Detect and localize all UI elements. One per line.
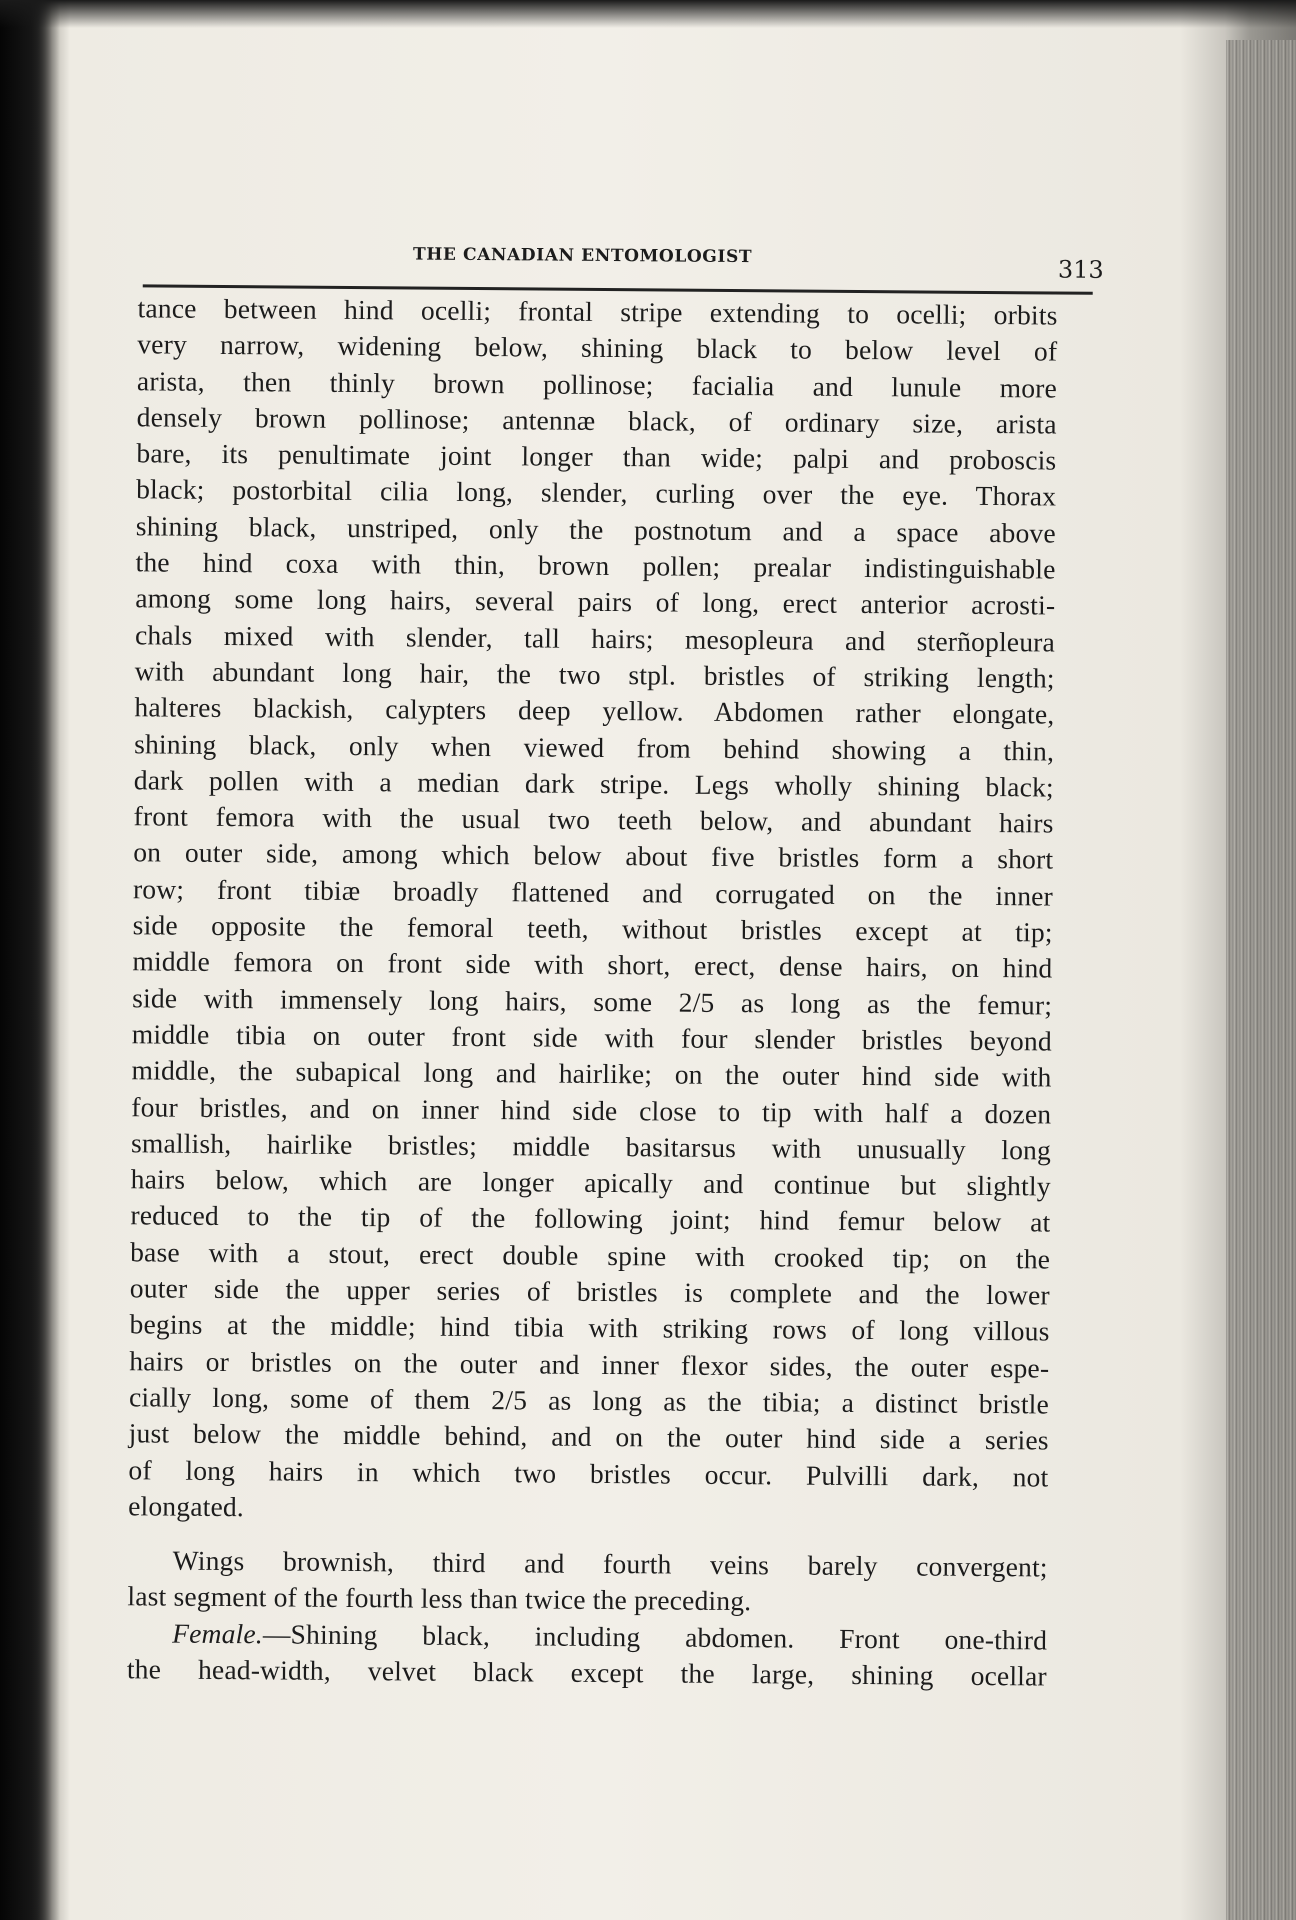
text-line: front femora with the usual two teeth below, and abundant hairs — [133, 800, 1054, 839]
text-line: side with immensely long hairs, some 2/5 as long as the femur; — [132, 981, 1053, 1021]
text-line: dark pollen with a median dark stripe. Legs wholly shining black; — [133, 764, 1054, 803]
book-page — [85, 0, 1104, 1920]
text-line: smallish, hairlike bristles; middle basitarsus with unusually long — [130, 1127, 1052, 1166]
text-line: Wings brownish, third and fourth veins barely convergent; — [172, 1544, 1048, 1583]
paragraph-female — [127, 1615, 1048, 1695]
text-line: hairs or bristles on the outer and inner flexor sides, the outer espe- — [129, 1344, 1050, 1384]
text-line: base with a stout, erect double spine with crooked tip; on the — [130, 1235, 1051, 1275]
text-line: with abundant long hair, the two stpl. bristles of striking length; — [134, 655, 1055, 694]
text-line: on outer side, among which below about five bristles form a short — [133, 836, 1054, 875]
text-line: shining black, only when viewed from behind showing a thin, — [134, 727, 1055, 767]
paragraph-description-male — [128, 290, 1058, 1531]
page-number: 313 — [1057, 255, 1104, 284]
text-line: of long hairs in which two bristles occur. Pulvilli dark, not — [128, 1453, 1049, 1492]
paragraph-wings — [127, 1542, 1048, 1622]
body-text — [127, 290, 1058, 1694]
text-line: among some long hairs, several pairs of long, erect anterior acrosti- — [135, 582, 1056, 621]
text-line: middle tibia on outer front side with four slender bristles beyond — [131, 1018, 1052, 1057]
text-line: middle femora on front side with short, erect, dense hairs, on hind — [132, 945, 1053, 984]
text-line: reduced to the tip of the following joint; hind femur below at — [130, 1199, 1051, 1238]
text-line: arista, then thinly brown pollinose; facialia and lunule more — [136, 364, 1058, 404]
text-line: hairs below, which are longer apically and continue but slightly — [130, 1163, 1051, 1202]
text-line: chals mixed with slender, tall hairs; mesopleura and sterñopleura — [134, 618, 1056, 658]
page-edges — [1226, 40, 1296, 1920]
text-line: densely brown pollinose; antennæ black, of ordinary size, arista — [136, 401, 1057, 440]
text-line: the hind coxa with thin, brown pollen; prealar indistinguishable — [135, 546, 1056, 585]
text-line: outer side the upper series of bristles is complete and the lower — [129, 1272, 1050, 1311]
text-line: middle, the subapical long and hairlike; on the outer hind side with — [131, 1054, 1052, 1093]
text-line: side opposite the femoral teeth, without bristles except at tip; — [132, 909, 1053, 948]
text-line: tance between hind ocelli; frontal stripe extending to ocelli; orbits — [137, 292, 1058, 331]
text-line: very narrow, widening below, shining black to below level of — [137, 328, 1058, 367]
female-line-text: —Shining black, including abdomen. Front one-third — [262, 1618, 1048, 1656]
text-line: begins at the middle; hind tibia with striking rows of long villous — [129, 1308, 1050, 1347]
journal-title: THE CANADIAN ENTOMOLOGIST — [412, 244, 753, 268]
text-line: last segment of the fourth less than twice the preceding. — [127, 1580, 752, 1617]
text-line: just below the middle behind, and on the outer hind side a series — [128, 1417, 1049, 1456]
female-label: Female. — [172, 1617, 264, 1650]
text-line: bare, its penultimate joint longer than wide; palpi and proboscis — [136, 437, 1057, 476]
text-line: the head-width, velvet black except the large, shining ocellar — [126, 1653, 1047, 1692]
text-line: black; postorbital cilia long, slender, curling over the eye. Thorax — [136, 473, 1057, 513]
binding-shadow — [0, 0, 60, 1920]
text-line: shining black, unstriped, only the postnotum and a space above — [135, 510, 1056, 549]
text-line: four bristles, and on inner hind side close to tip with half a dozen — [131, 1090, 1052, 1130]
text-line: row; front tibiæ broadly flattened and corrugated on the inner — [132, 873, 1054, 912]
text-line: cially long, some of them 2/5 as long as the tibia; a distinct bristle — [128, 1381, 1050, 1420]
text-line: elongated. — [128, 1490, 245, 1522]
text-line: halteres blackish, calypters deep yellow. Abdomen rather elongate, — [134, 691, 1055, 730]
